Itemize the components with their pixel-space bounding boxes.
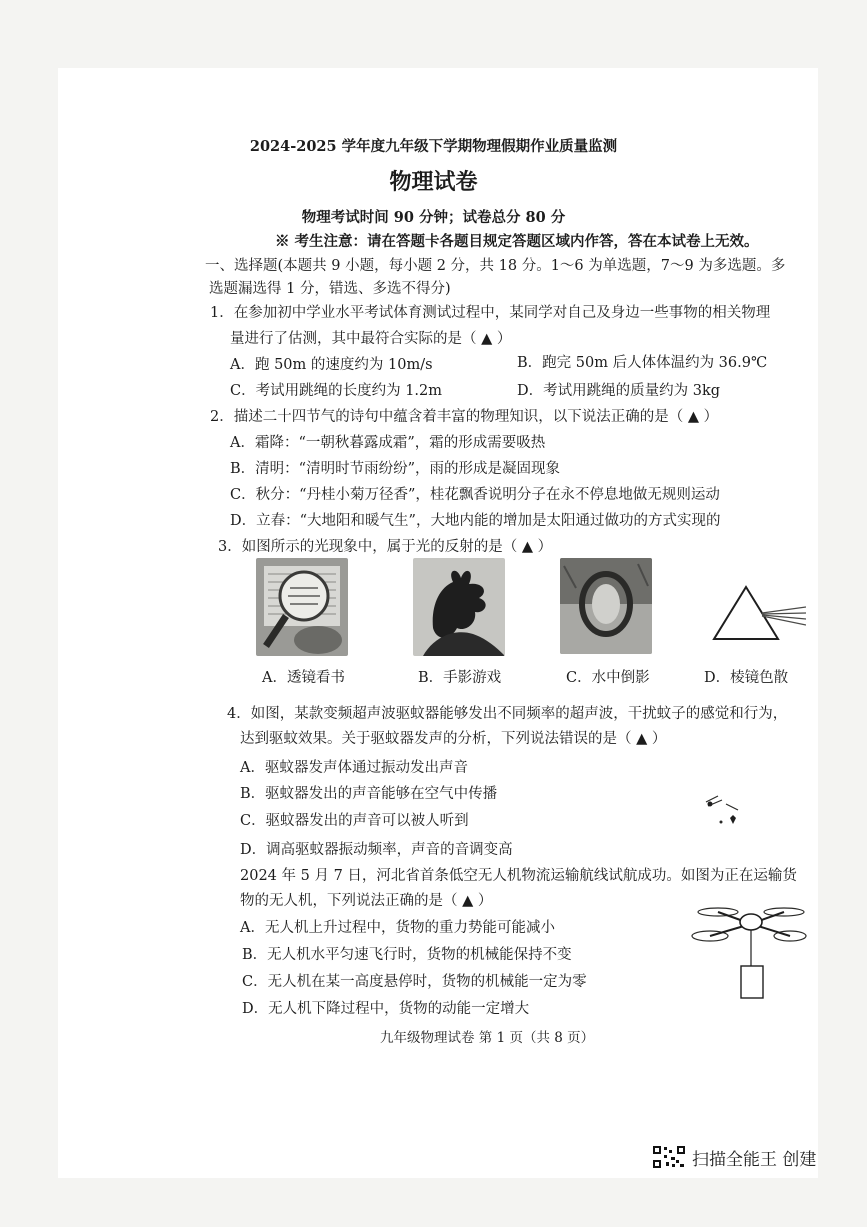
q1-stem-line1: 1．在参加初中学业水平考试体育测试过程中，某同学对自己及身边一些事物的相关物理 [210, 305, 771, 321]
exam-notice: ※ 考生注意：请在答题卡各题目规定答题区域内作答，答在本试卷上无效。 [275, 233, 759, 250]
q3-option-c: C．水中倒影 [566, 670, 650, 686]
q5-option-d: D．无人机下降过程中，货物的动能一定增大 [242, 1001, 530, 1017]
q3-image-magnifier [256, 558, 348, 656]
exam-time-info: 物理考试时间 90 分钟；试卷总分 80 分 [301, 209, 566, 226]
q1-option-b: B．跑完 50m 后人体体温约为 36.9℃ [517, 355, 768, 371]
q2-option-a: A．霜降：“一朝秋暮露成霜”，霜的形成需要吸热 [230, 435, 546, 451]
section1-heading-line2: 选题漏选得 1 分，错选、多选不得分) [209, 281, 451, 297]
q5-image-drone [690, 896, 808, 1002]
q2-option-b: B．清明：“清明时节雨纷纷”，雨的形成是凝固现象 [230, 461, 560, 477]
q4-option-c: C．驱蚊器发出的声音可以被人听到 [240, 813, 469, 829]
q4-stem-line1: 4．如图，某款变频超声波驱蚊器能够发出不同频率的超声波，干扰蚊子的感觉和行为， [227, 706, 788, 722]
q4-option-d: D．调高驱蚊器振动频率，声音的音调变高 [240, 842, 513, 858]
q1-option-d: D．考试用跳绳的质量约为 3kg [517, 383, 721, 399]
q2-stem: 2．描述二十四节气的诗句中蕴含着丰富的物理知识，以下说法正确的是（ ▲ ） [210, 409, 719, 425]
exam-title: 物理试卷 [389, 169, 478, 195]
page-footer: 九年级物理试卷 第 1 页（共 8 页） [380, 1030, 595, 1046]
q4-option-b: B．驱蚊器发出的声音能够在空气中传播 [240, 786, 498, 802]
q1-option-c: C．考试用跳绳的长度约为 1.2m [230, 383, 443, 399]
q5-option-c: C．无人机在某一高度悬停时，货物的机械能一定为零 [242, 974, 587, 990]
q2-option-c: C．秋分：“丹桂小菊万径香”，桂花飘香说明分子在永不停息地做无规则运动 [230, 487, 720, 503]
q3-stem: 3．如图所示的光现象中，属于光的反射的是（ ▲ ） [218, 539, 553, 555]
qr-code-icon [652, 1145, 686, 1169]
q5-option-a: A．无人机上升过程中，货物的重力势能可能减小 [240, 920, 555, 936]
q2-option-d: D．立春：“大地阳和暖气生”，大地内能的增加是太阳通过做功的方式实现的 [230, 513, 721, 529]
q3-option-b: B．手影游戏 [418, 670, 502, 686]
q5-stem-line2: 物的无人机，下列说法正确的是（ ▲ ） [240, 893, 493, 909]
q3-option-a: A．透镜看书 [262, 670, 345, 686]
q5-stem-line1: 2024 年 5 月 7 日，河北省首条低空无人机物流运输航线试航成功。如图为正在运输货 [240, 868, 797, 884]
q3-image-hand-shadow [413, 558, 505, 656]
q3-image-prism [706, 583, 806, 643]
q1-stem-line2: 量进行了估测，其中最符合实际的是（ ▲ ） [230, 331, 512, 347]
q1-option-a: A．跑 50m 的速度约为 10m/s [230, 357, 433, 373]
q4-option-a: A．驱蚊器发声体通过振动发出声音 [240, 760, 468, 776]
section1-heading-line1: 一、选择题(本题共 9 小题，每小题 2 分，共 18 分。1～6 为单选题，7～9 为多选题。多 [205, 258, 786, 274]
exam-subtitle: 2024-2025 学年度九年级下学期物理假期作业质量监测 [249, 138, 618, 155]
scanner-watermark: 扫描全能王 创建 [692, 1150, 817, 1170]
q3-option-d: D．棱镜色散 [704, 670, 789, 686]
q4-stem-line2: 达到驱蚊效果。关于驱蚊器发声的分析，下列说法错误的是（ ▲ ） [240, 731, 667, 747]
q5-option-b: B．无人机水平匀速飞行时，货物的机械能保持不变 [242, 947, 572, 963]
q4-image-mosquito-repeller [700, 792, 742, 832]
q3-image-water-reflection [560, 558, 652, 654]
